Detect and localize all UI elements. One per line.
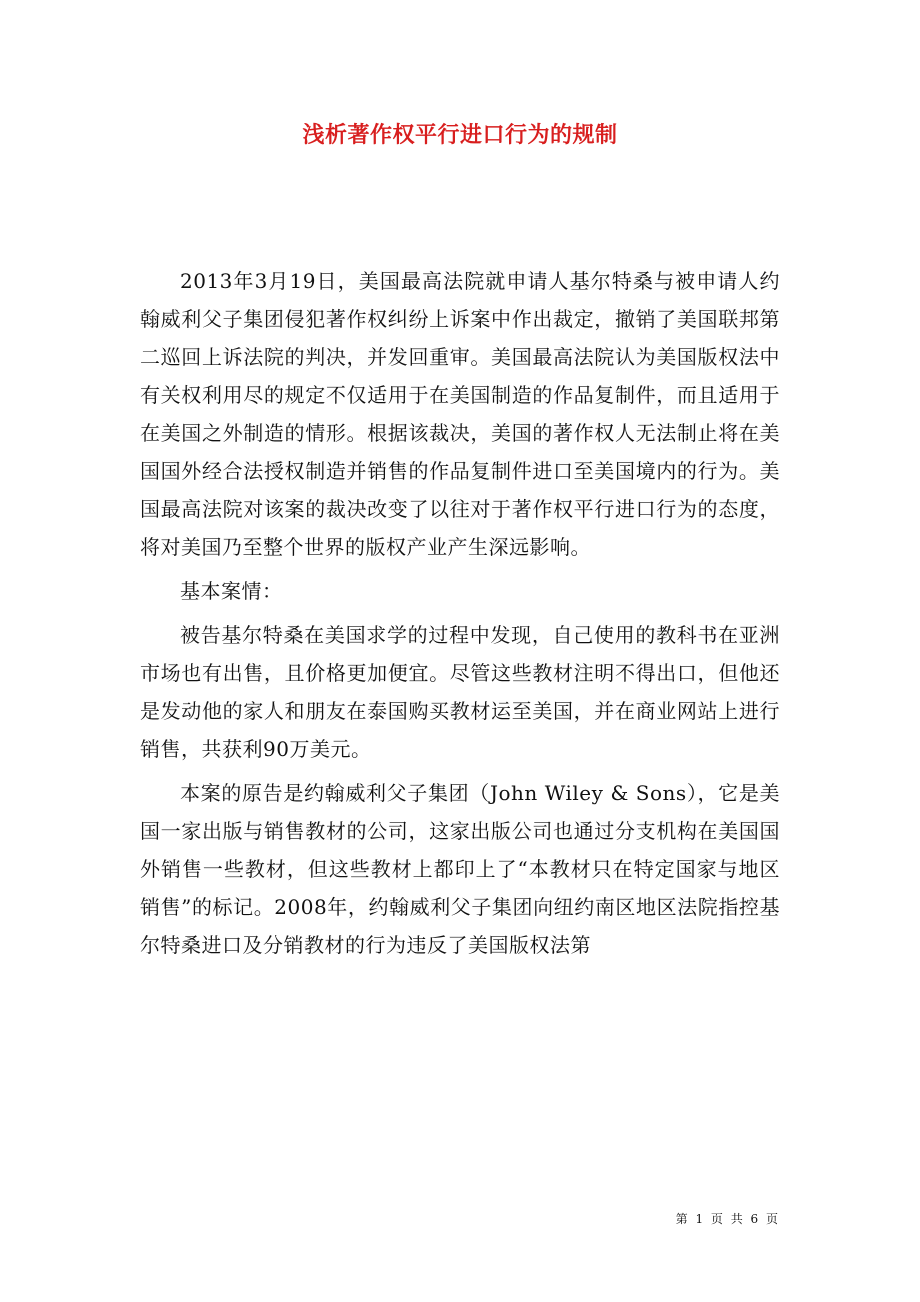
paragraph-intro: 2013年3月19日，美国最高法院就申请人基尔特桑与被申请人约翰威利父子集团侵犯著作权纠纷上诉案中作出裁定，撤销了美国联邦第二巡回上诉法院的判决，并发回重审。美国最高法院认为美国版权法中有关权利用尽的规定不仅适用于在美国制造的作品复制件，而且适用于在美国之外制造的情形。根据该裁决，美国的著作权人无法制止将在美国国外经合法授权制造并销售的作品复制件进口至美国境内的行为。美国最高法院对该案的裁决改变了以往对于著作权平行进口行为的态度，将对美国乃至整个世界的版权产业产生深远影响。 bbox=[140, 269, 780, 559]
paragraph-heading-case: 基本案情： bbox=[180, 579, 283, 603]
paragraph-plaintiff: 本案的原告是约翰威利父子集团（John Wiley & Sons），它是美国一家出版与销售教材的公司，这家出版公司也通过分支机构在美国国外销售一些教材，但这些教材上都印上了“本教材只在特定国家与地区销售”的标记。2008年，约翰威利父子集团向纽约南区地区法院指控基尔特桑进口及分销教材的行为违反了美国版权法第 bbox=[140, 781, 780, 957]
document-title: 浅析著作权平行进口行为的规制 bbox=[302, 122, 618, 148]
document-body bbox=[140, 262, 780, 970]
page-number-footer: 第 1 页 共 6 页 bbox=[675, 1212, 780, 1226]
paragraph-defendant: 被告基尔特桑在美国求学的过程中发现，自己使用的教科书在亚洲市场也有出售，且价格更加便宜。尽管这些教材注明不得出口，但他还是发动他的家人和朋友在泰国购买教材运至美国，并在商业网站上进行销售，共获利90万美元。 bbox=[140, 623, 780, 761]
